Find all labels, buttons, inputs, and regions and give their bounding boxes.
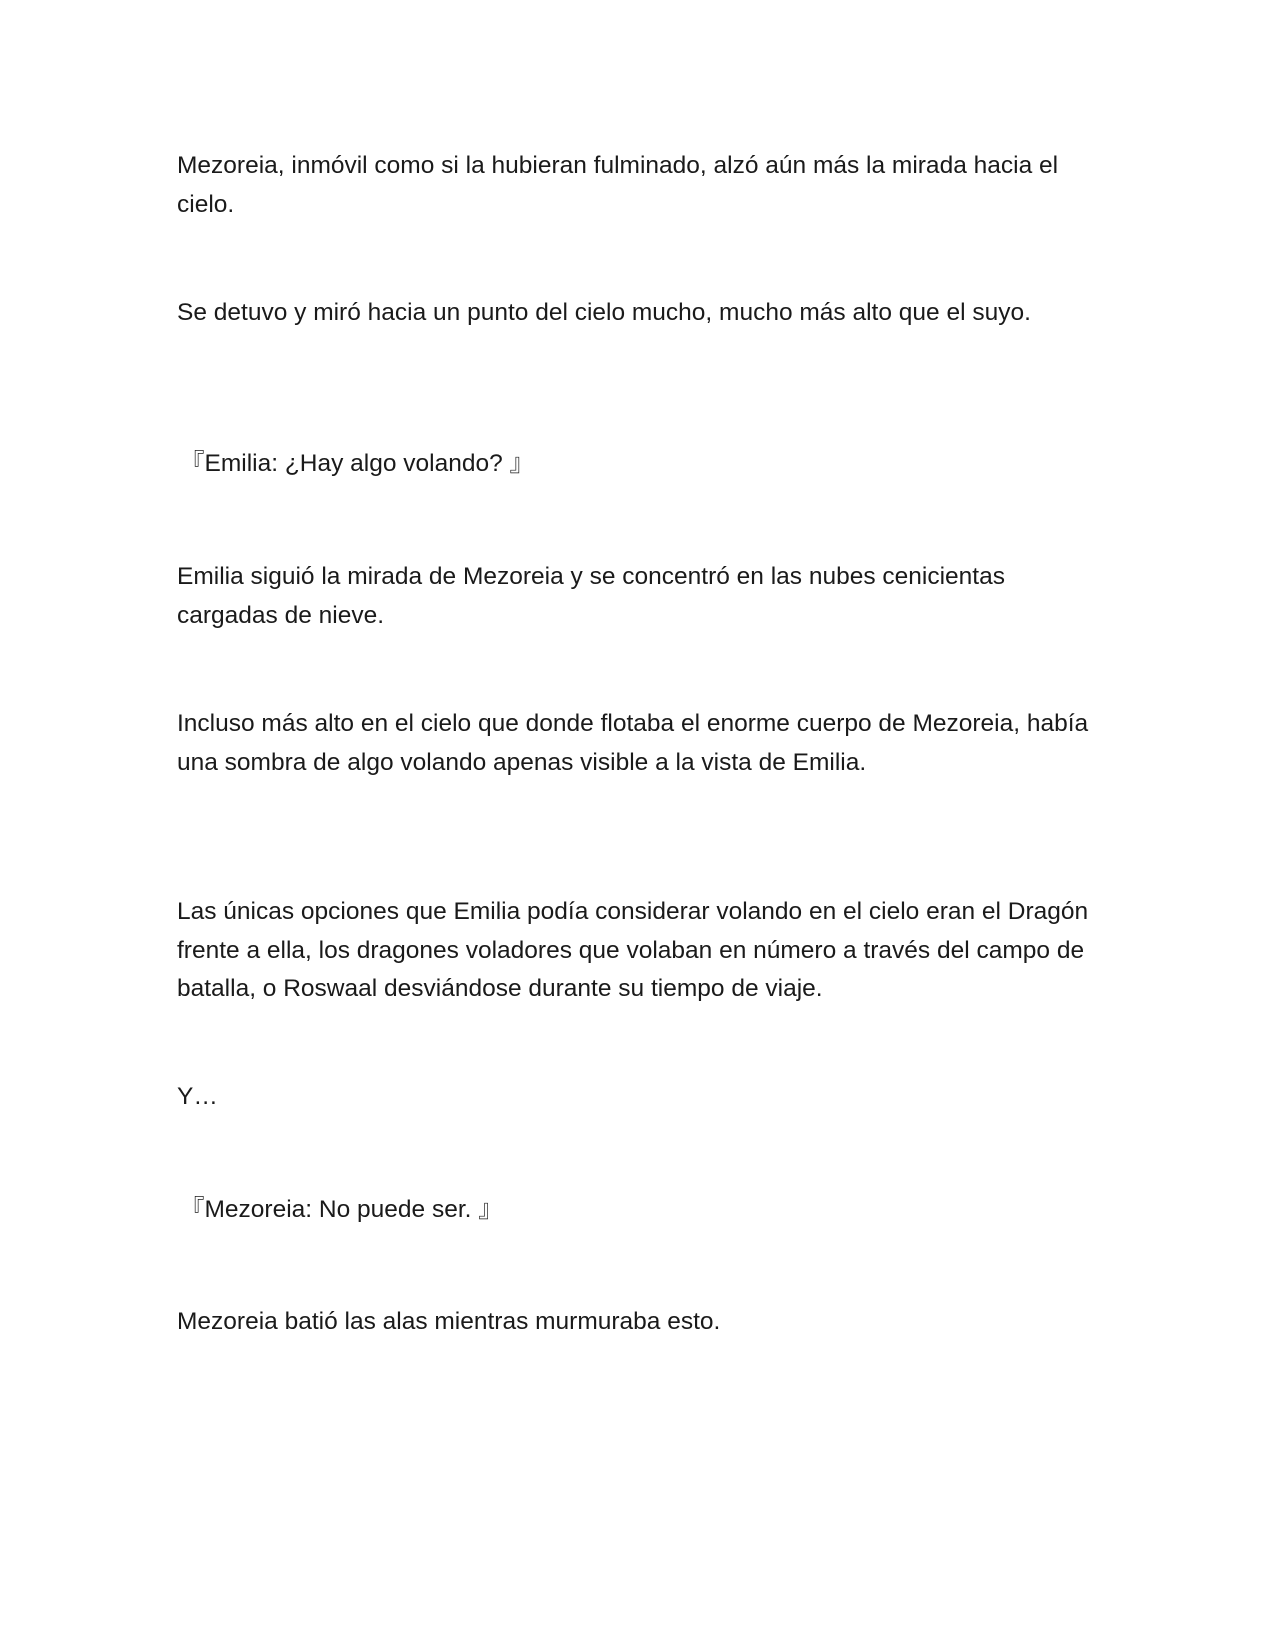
paragraph: Las únicas opciones que Emilia podía considerar volando en el cielo eran el Dragón frente a ella, los dragones voladores que volaban en número a través del campo de batalla, o Roswaal desviándose durante su tiempo de viaje. <box>177 898 1095 1002</box>
paragraph: Incluso más alto en el cielo que donde flotaba el enorme cuerpo de Mezoreia, había una sombra de algo volando apenas visible a la vista de Emilia. <box>177 710 1095 776</box>
dialogue-line: 『Mezoreia: No puede ser. 』 <box>180 1196 503 1223</box>
dialogue-line: 『Emilia: ¿Hay algo volando? 』 <box>180 450 535 477</box>
paragraph: Se detuvo y miró hacia un punto del cielo mucho, mucho más alto que el suyo. <box>177 299 1031 326</box>
paragraph: Mezoreia batió las alas mientras murmuraba esto. <box>177 1308 721 1335</box>
paragraph: Mezoreia, inmóvil como si la hubieran fulminado, alzó aún más la mirada hacia el cielo. <box>177 152 1065 218</box>
paragraph: Y… <box>177 1083 218 1110</box>
paragraph: Emilia siguió la mirada de Mezoreia y se concentró en las nubes cenicientas cargadas de nieve. <box>177 563 1012 629</box>
